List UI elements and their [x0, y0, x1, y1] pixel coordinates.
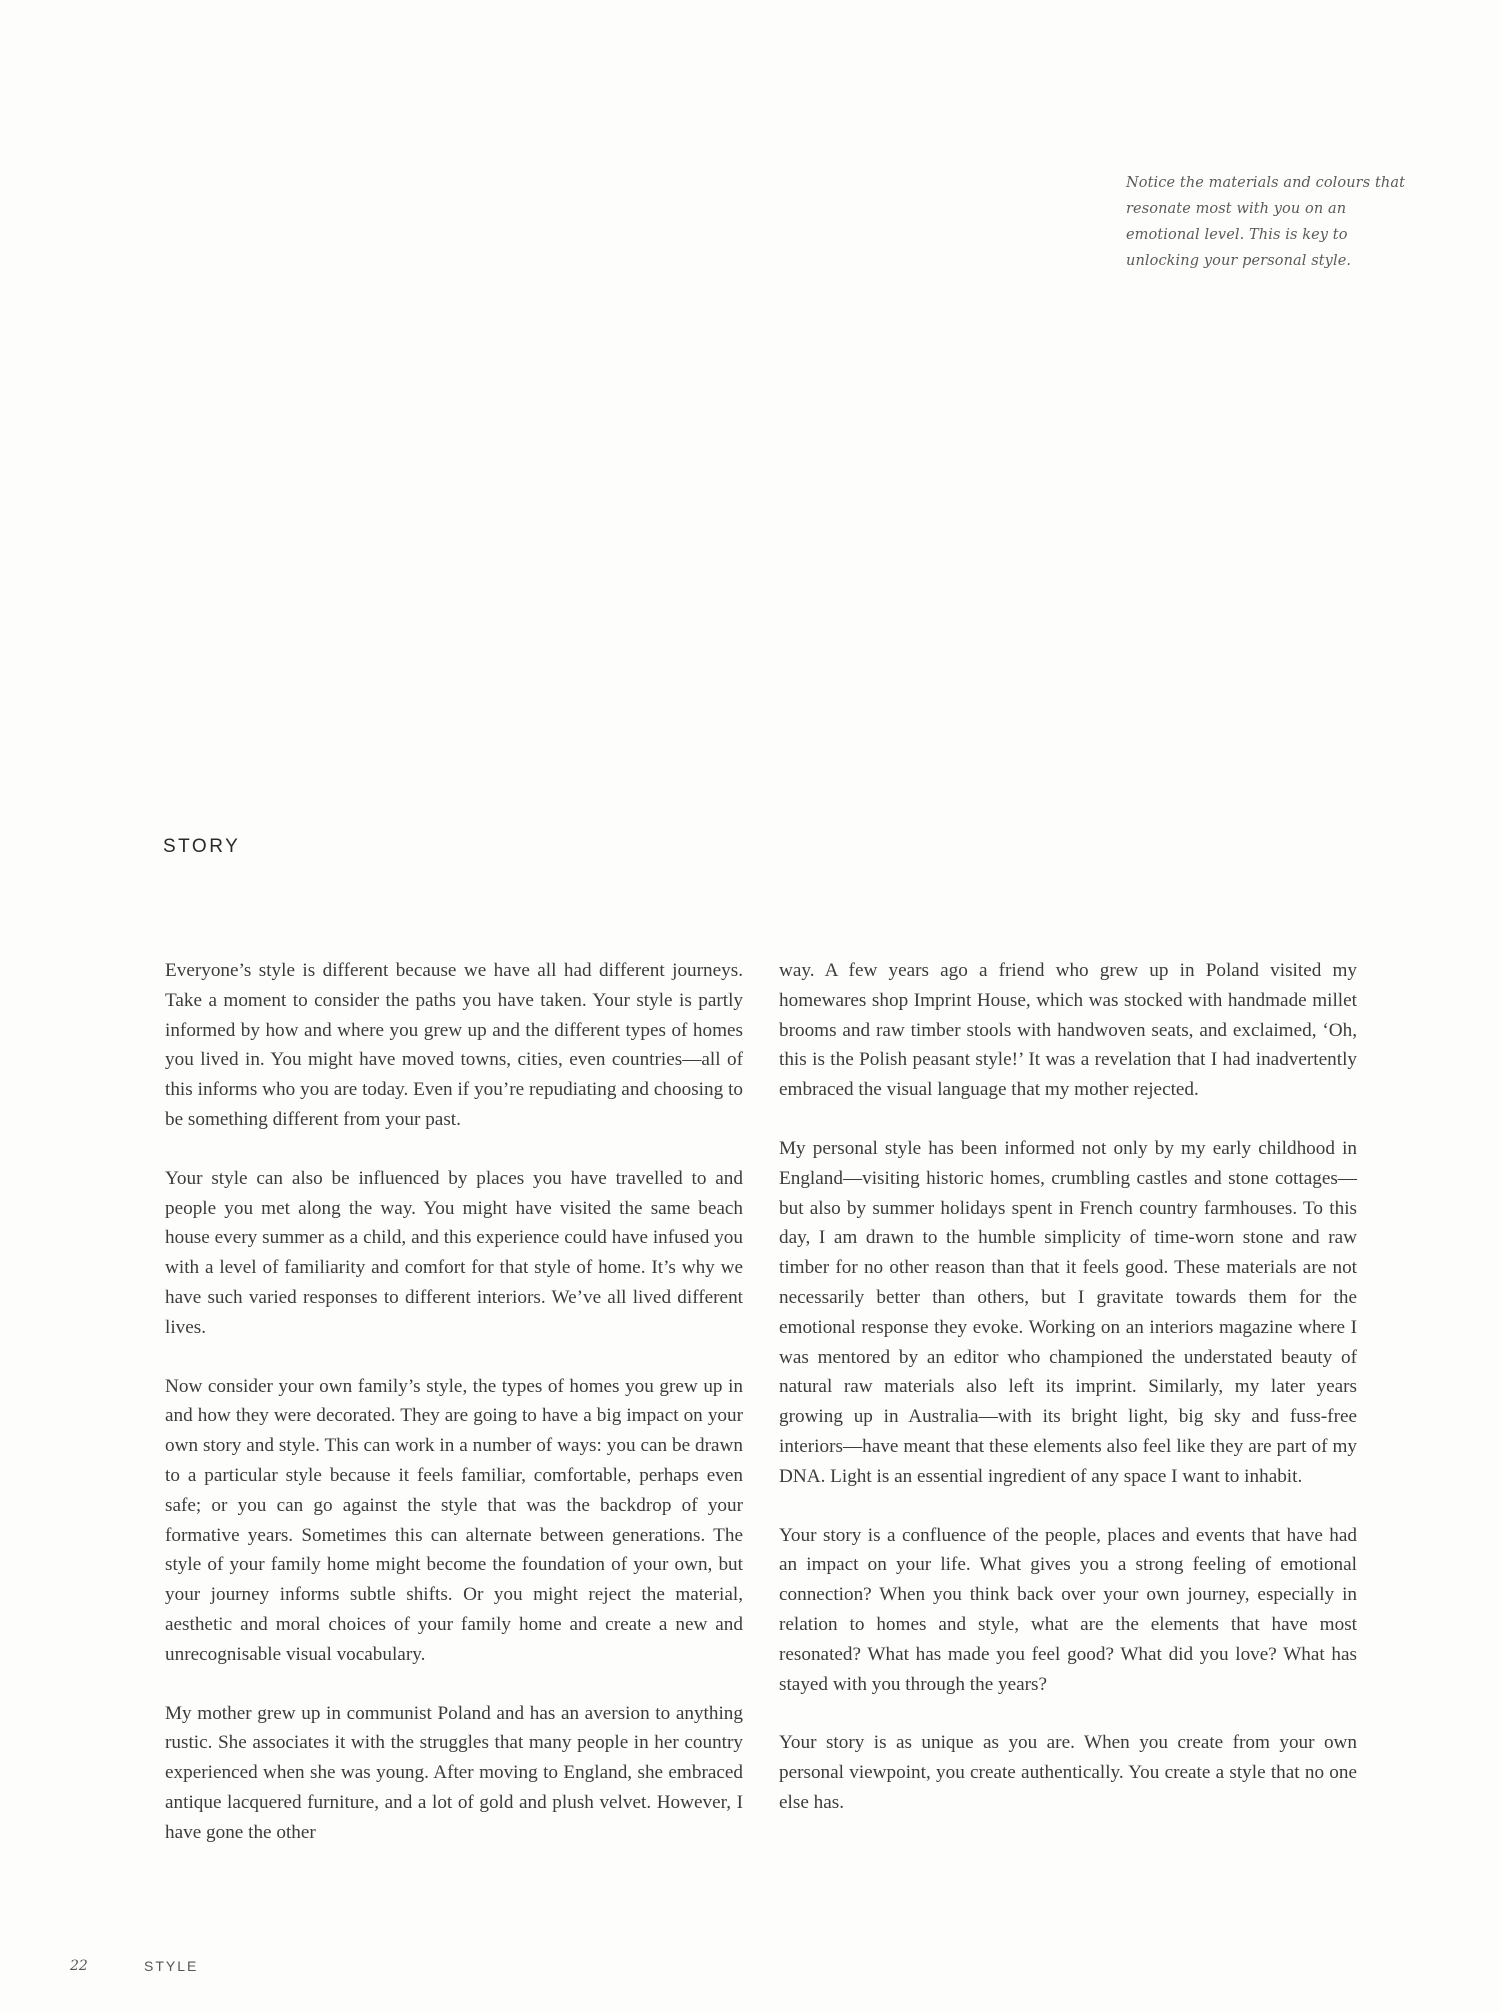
page-number: 22	[70, 1958, 88, 1974]
paragraph: Now consider your own family’s style, the types of homes you grew up in and how they were decorated. They are going to have a big impact on your own story and style. This can work in a number of ways: you can be drawn to a particular style because it feels familiar, comfortable, perhaps even safe; or you can go against the style that was the backdrop of your formative years. Sometimes this can alternate between generations. The style of your family home might become the foundation of your own, but your journey informs subtle shifts. Or you might reject the material, aesthetic and moral choices of your family home and create a new and unrecognisable visual vocabulary.	[165, 1375, 743, 1665]
pull-quote: Notice the materials and colours that resonate most with you on an emotional level. This is key to unlocking your personal style.	[1126, 175, 1406, 269]
running-footer-section: STYLE	[144, 1958, 199, 1974]
section-heading: STORY	[163, 836, 241, 857]
paragraph: Your story is as unique as you are. When you create from your own personal viewpoint, you create authentically. You create a style that no one else has.	[779, 1732, 1357, 1813]
paragraph: My mother grew up in communist Poland and has an aversion to anything rustic. She associates it with the struggles that many people in her country experienced when she was young. After moving to England, she embraced antique lacquered furniture, and a lot of gold and plush velvet. However, I have gone the other	[165, 1702, 743, 1843]
paragraph: way. A few years ago a friend who grew up in Poland visited my homewares shop Imprint House, which was stocked with handmade millet brooms and raw timber stools with handwoven seats, and exclaimed, ‘Oh, this is the Polish peasant style!’ It was a revelation that I had inadvertently embraced the visual language that my mother rejected.	[779, 960, 1357, 1101]
paragraph: Your story is a confluence of the people, places and events that have had an impact on your life. What gives you a strong feeling of emotional connection? When you think back over your own journey, especially in relation to homes and style, what are the elements that have most resonated? What has made you feel good? What did you love? What has stayed with you through the years?	[779, 1524, 1357, 1695]
right-text-column	[779, 956, 1357, 1847]
paragraph: Everyone’s style is different because we have all had different journeys. Take a moment to consider the paths you have taken. Your style is partly informed by how and where you grew up and the different types of homes you lived in. You might have moved towns, cities, even countries—all of this informs who you are today. Even if you’re repudiating and choosing to be something different from your past.	[165, 960, 743, 1130]
paragraph: My personal style has been informed not only by my early childhood in England—visiting historic homes, crumbling castles and stone cottages—but also by summer holidays spent in French country farmhouses. To this day, I am drawn to the humble simplicity of time-worn stone and raw timber for no other reason than that it feels good. These materials are not necessarily better than others, but I gravitate towards them for the emotional response they evoke. Working on an interiors magazine where I was mentored by an editor who championed the understated beauty of natural raw materials also left its imprint. Similarly, my later years growing up in Australia—with its bright light, big sky and fuss-free interiors—have meant that these elements also feel like they are part of my DNA. Light is an essential ingredient of any space I want to inhabit.	[779, 1137, 1357, 1487]
paragraph: Your style can also be influenced by places you have travelled to and people you met along the way. You might have visited the same beach house every summer as a child, and this experience could have infused you with a level of familiarity and comfort for that style of home. It’s why we have such varied responses to different interiors. We’ve all lived different lives.	[165, 1167, 743, 1338]
left-text-column	[165, 956, 743, 1877]
